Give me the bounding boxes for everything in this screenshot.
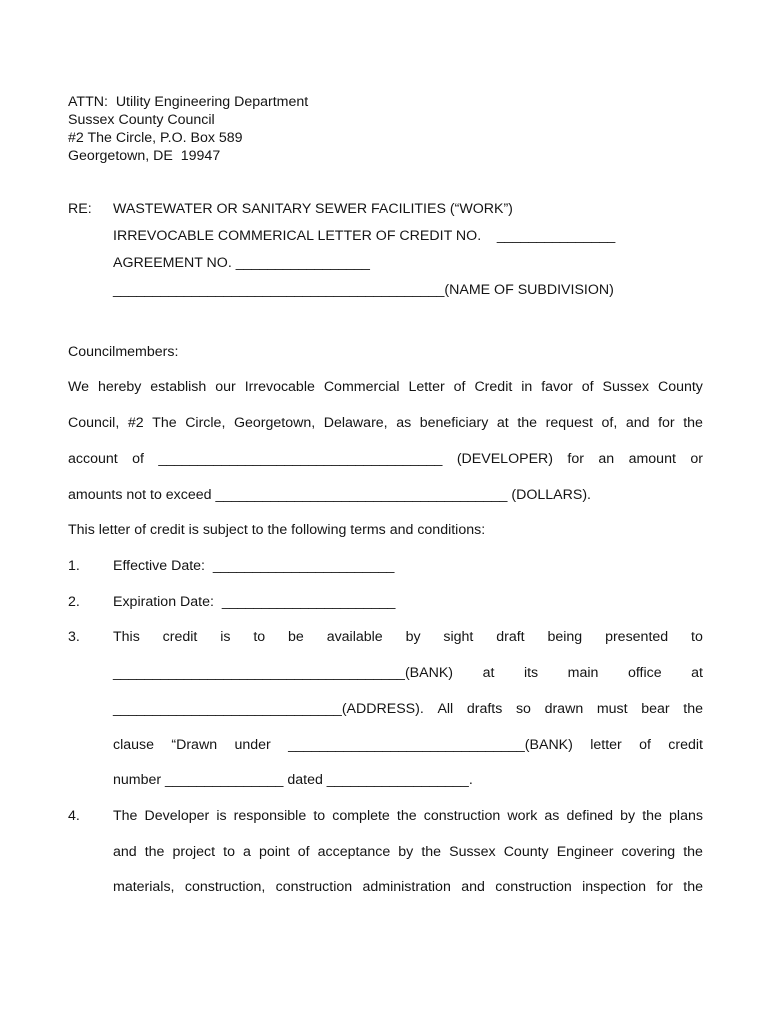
- term-1-text: Effective Date: _______________________: [113, 558, 395, 574]
- word: letter: [590, 737, 622, 753]
- word: County: [657, 379, 703, 395]
- word: by: [620, 808, 636, 824]
- word: materials,: [113, 879, 175, 895]
- re-subject-line: WASTEWATER OR SANITARY SEWER FACILITIES (“WORK”): [113, 201, 513, 217]
- word: The: [152, 415, 177, 431]
- terms-intro: This letter of credit is subject to the following terms and conditions:: [68, 522, 486, 538]
- term-3-number: 3.: [68, 629, 80, 645]
- word: “Drawn: [171, 737, 218, 753]
- re-letter-of-credit-line: IRREVOCABLE COMMERICAL LETTER OF CREDIT NO. _______________: [113, 228, 616, 244]
- word: is: [216, 808, 227, 824]
- word: beneficiary: [419, 415, 489, 431]
- address-line-department: ATTN: Utility Engineering Department: [68, 94, 309, 110]
- word: ______________________________(BANK): [288, 737, 573, 753]
- word: (DEVELOPER): [456, 451, 554, 467]
- term-4-line2: [113, 844, 703, 861]
- body-p1-line2: [68, 415, 703, 432]
- word: presented: [605, 629, 669, 645]
- word: request: [545, 415, 593, 431]
- term-4-line3: [113, 879, 703, 896]
- term-3-line1: [113, 629, 703, 646]
- word: to: [223, 844, 235, 860]
- word: project: [172, 844, 216, 860]
- term-3-line4: [113, 737, 703, 754]
- word: complete: [332, 808, 390, 824]
- word: must: [596, 701, 628, 717]
- word: of: [581, 379, 594, 395]
- word: the: [683, 844, 703, 860]
- word: Sussex: [602, 379, 650, 395]
- term-4-line1: [113, 808, 703, 825]
- word: and: [461, 879, 485, 895]
- word: construction: [275, 879, 353, 895]
- salutation: Councilmembers:: [68, 344, 179, 360]
- word: of,: [601, 415, 618, 431]
- word: responsible: [233, 808, 307, 824]
- body-p1-line3: [68, 451, 703, 468]
- word: so: [515, 701, 531, 717]
- word: administration: [362, 879, 451, 895]
- word: clause: [113, 737, 155, 753]
- word: credit: [162, 629, 198, 645]
- word: being: [547, 629, 583, 645]
- word: construction,: [184, 879, 266, 895]
- word: account: [68, 451, 118, 467]
- word: be: [288, 629, 304, 645]
- word: its: [523, 665, 539, 681]
- address-line-street: #2 The Circle, P.O. Box 589: [68, 130, 243, 146]
- word: the: [642, 808, 662, 824]
- word: as: [396, 415, 412, 431]
- word: ____________________________________: [158, 451, 443, 467]
- re-agreement-line: AGREEMENT NO. _________________: [113, 255, 370, 271]
- word: Credit: [474, 379, 513, 395]
- word: amount: [628, 451, 676, 467]
- word: and: [625, 415, 650, 431]
- word: under: [234, 737, 271, 753]
- word: defined: [566, 808, 614, 824]
- body-p1-line4: amounts not to exceed _____________________________________ (DOLLARS).: [68, 487, 591, 503]
- word: hereby: [97, 379, 142, 395]
- word: establish: [150, 379, 207, 395]
- term-2-text: Expiration Date: ______________________: [113, 594, 396, 610]
- word: The: [113, 808, 138, 824]
- word: Engineer: [556, 844, 614, 860]
- body-p1-line1: [68, 379, 703, 396]
- word: acceptance: [317, 844, 391, 860]
- word: main: [567, 665, 599, 681]
- word: of: [297, 844, 310, 860]
- word: the: [683, 879, 703, 895]
- word: All: [437, 701, 454, 717]
- word: Delaware,: [323, 415, 388, 431]
- word: of: [639, 737, 651, 753]
- address-line-council: Sussex County Council: [68, 112, 215, 128]
- word: sight: [443, 629, 474, 645]
- word: construction: [495, 879, 572, 895]
- word: of: [132, 451, 144, 467]
- word: to: [691, 629, 703, 645]
- term-3-line3: [113, 701, 703, 718]
- word: at: [482, 665, 495, 681]
- word: _____________________________________(BANK): [113, 665, 454, 681]
- word: draft: [496, 629, 525, 645]
- word: the: [683, 415, 703, 431]
- word: plans: [669, 808, 703, 824]
- word: for: [656, 879, 673, 895]
- re-label: RE:: [68, 201, 92, 217]
- word: the: [144, 844, 165, 860]
- word: bear: [641, 701, 670, 717]
- word: credit: [668, 737, 703, 753]
- term-3-line5: number _______________ dated __________________.: [113, 772, 473, 788]
- word: This: [113, 629, 140, 645]
- word: to: [313, 808, 326, 824]
- word: to: [253, 629, 266, 645]
- word: Georgetown,: [233, 415, 316, 431]
- term-3-line2: [113, 665, 703, 682]
- word: Sussex: [449, 844, 496, 860]
- term-2-number: 2.: [68, 594, 80, 610]
- word: Irrevocable: [244, 379, 315, 395]
- address-line-city: Georgetown, DE 19947: [68, 148, 221, 164]
- word: by: [398, 844, 414, 860]
- word: Commercial: [323, 379, 400, 395]
- word: a: [243, 844, 251, 860]
- re-subdivision-line: __________________________________________(NAME OF SUBDIVISION): [113, 282, 614, 298]
- word: for: [567, 451, 584, 467]
- word: drawn: [544, 701, 584, 717]
- word: at: [691, 665, 703, 681]
- word: as: [544, 808, 560, 824]
- word: or: [690, 451, 703, 467]
- word: construction: [423, 808, 501, 824]
- word: is: [220, 629, 231, 645]
- word: favor: [541, 379, 573, 395]
- word: our: [215, 379, 236, 395]
- word: by: [405, 629, 421, 645]
- word: in: [521, 379, 533, 395]
- word: the: [396, 808, 417, 824]
- word: at: [496, 415, 509, 431]
- word: _____________________________(ADDRESS).: [113, 701, 424, 717]
- word: available: [326, 629, 383, 645]
- word: for: [658, 415, 675, 431]
- word: inspection: [582, 879, 646, 895]
- term-1-number: 1.: [68, 558, 80, 574]
- word: We: [68, 379, 90, 395]
- word: Circle,: [185, 415, 226, 431]
- word: covering: [621, 844, 676, 860]
- word: Letter: [408, 379, 445, 395]
- term-4-number: 4.: [68, 808, 80, 824]
- word: drafts: [466, 701, 503, 717]
- word: Developer: [144, 808, 210, 824]
- word: of: [453, 379, 466, 395]
- word: the: [517, 415, 538, 431]
- word: the: [683, 701, 703, 717]
- word: work: [507, 808, 538, 824]
- word: the: [421, 844, 442, 860]
- word: #2: [127, 415, 144, 431]
- word: Council,: [68, 415, 120, 431]
- word: and: [113, 844, 137, 860]
- word: County: [503, 844, 549, 860]
- word: point: [258, 844, 290, 860]
- word: an: [598, 451, 615, 467]
- word: office: [627, 665, 662, 681]
